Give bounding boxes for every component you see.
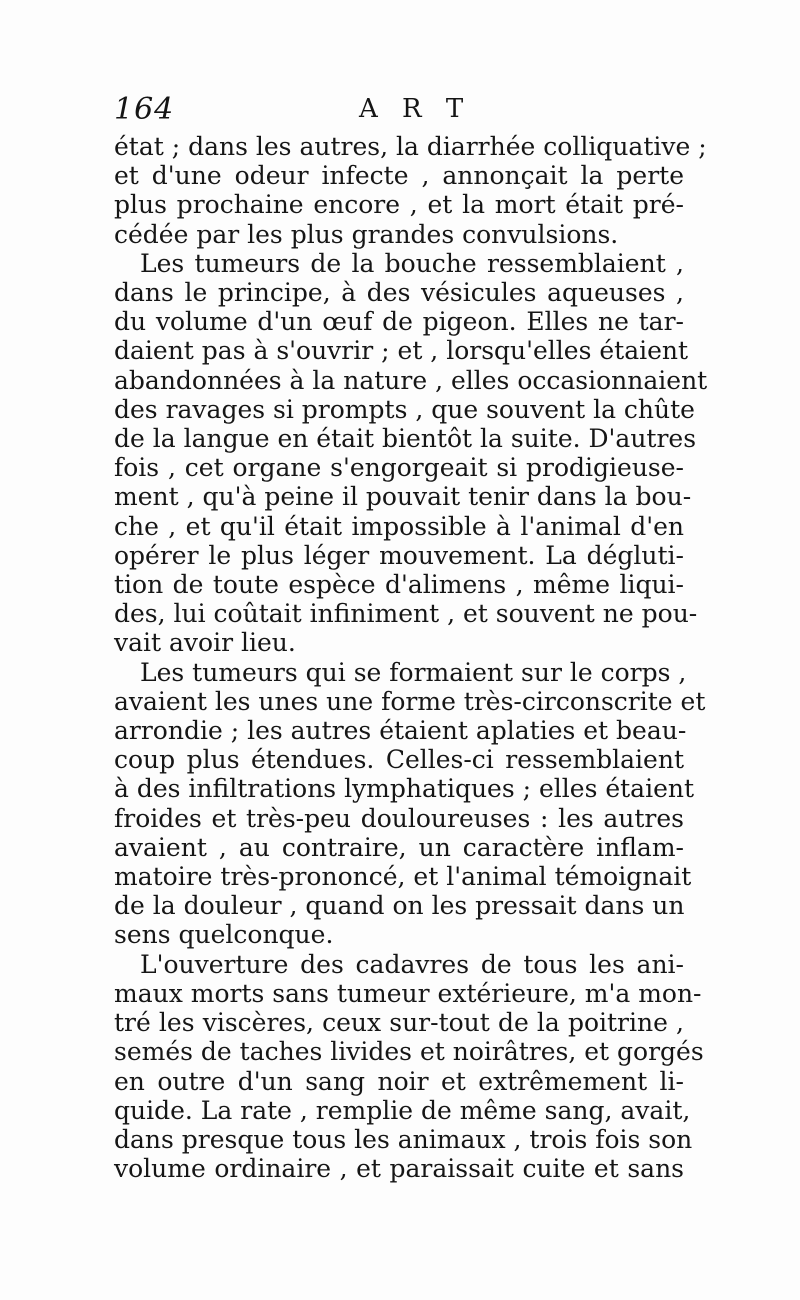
text-line: Les tumeurs qui se formaient sur le corps , bbox=[140, 657, 687, 687]
text-line: avaient les unes une forme très-circonscrite et bbox=[114, 686, 706, 716]
text-line: froides et très-peu douloureuses : les autres bbox=[114, 803, 684, 833]
text-line: et d'une odeur infecte , annonçait la perte bbox=[114, 161, 684, 191]
text-line: tré les viscères, ceux sur-tout de la poitrine , bbox=[114, 1008, 684, 1038]
text-line: dans le principe, à des vésicules aqueuses , bbox=[114, 278, 684, 308]
text-line: volume ordinaire , et paraissait cuite et sans bbox=[114, 1154, 684, 1184]
text-line: vait avoir lieu. bbox=[114, 628, 296, 658]
text-line: des ravages si prompts , que souvent la chûte bbox=[114, 394, 695, 424]
page-number: 164 bbox=[114, 92, 175, 127]
text-line: arrondie ; les autres étaient aplaties et beau- bbox=[114, 716, 687, 746]
text-line: des, lui coûtait infiniment , et souvent ne pou- bbox=[114, 599, 698, 629]
running-title: A R T bbox=[359, 94, 472, 124]
text-line: ment , qu'à peine il pouvait tenir dans la bou- bbox=[114, 482, 692, 512]
text-line: tion de toute espèce d'alimens , même liqui- bbox=[114, 570, 684, 600]
text-line: L'ouverture des cadavres de tous les ani- bbox=[140, 949, 684, 979]
text-line: matoire très-prononcé, et l'animal témoignait bbox=[114, 862, 692, 892]
text-line: du volume d'un œuf de pigeon. Elles ne tar- bbox=[114, 307, 684, 337]
text-line: opérer le plus léger mouvement. La dégluti- bbox=[114, 540, 684, 570]
text-line: che , et qu'il était impossible à l'animal d'en bbox=[114, 511, 684, 541]
text-line: de la langue en était bientôt la suite. D'autres bbox=[114, 424, 697, 454]
text-line: avaient , au contraire, un caractère inflam- bbox=[114, 832, 684, 862]
text-line: cédée par les plus grandes convulsions. bbox=[114, 219, 619, 249]
text-line: à des infiltrations lymphatiques ; elles étaient bbox=[114, 774, 695, 804]
text-line: daient pas à s'ouvrir ; et , lorsqu'elles étaient bbox=[114, 336, 689, 366]
text-line: abandonnées à la nature , elles occasionnaient bbox=[114, 365, 708, 395]
text-line: de la douleur , quand on les pressait dans un bbox=[114, 891, 685, 921]
running-head bbox=[114, 92, 684, 132]
text-line: semés de taches livides et noirâtres, et gorgés bbox=[114, 1037, 704, 1067]
text-line: maux morts sans tumeur extérieure, m'a mon- bbox=[114, 978, 702, 1008]
text-line: Les tumeurs de la bouche ressemblaient , bbox=[140, 248, 684, 278]
text-line: fois , cet organe s'engorgeait si prodigieuse- bbox=[114, 453, 684, 483]
text-line: coup plus étendues. Celles-ci ressemblaient bbox=[114, 745, 684, 775]
text-line: en outre d'un sang noir et extrêmement li- bbox=[114, 1066, 684, 1096]
text-line: sens quelconque. bbox=[114, 920, 334, 950]
body-text bbox=[114, 132, 708, 1184]
text-line: quide. La rate , remplie de même sang, avait, bbox=[114, 1095, 691, 1125]
text-line: plus prochaine encore , et la mort était pré- bbox=[114, 190, 684, 220]
text-line: état ; dans les autres, la diarrhée colliquative ; bbox=[114, 132, 707, 161]
text-line: dans presque tous les animaux , trois fois son bbox=[114, 1124, 693, 1154]
